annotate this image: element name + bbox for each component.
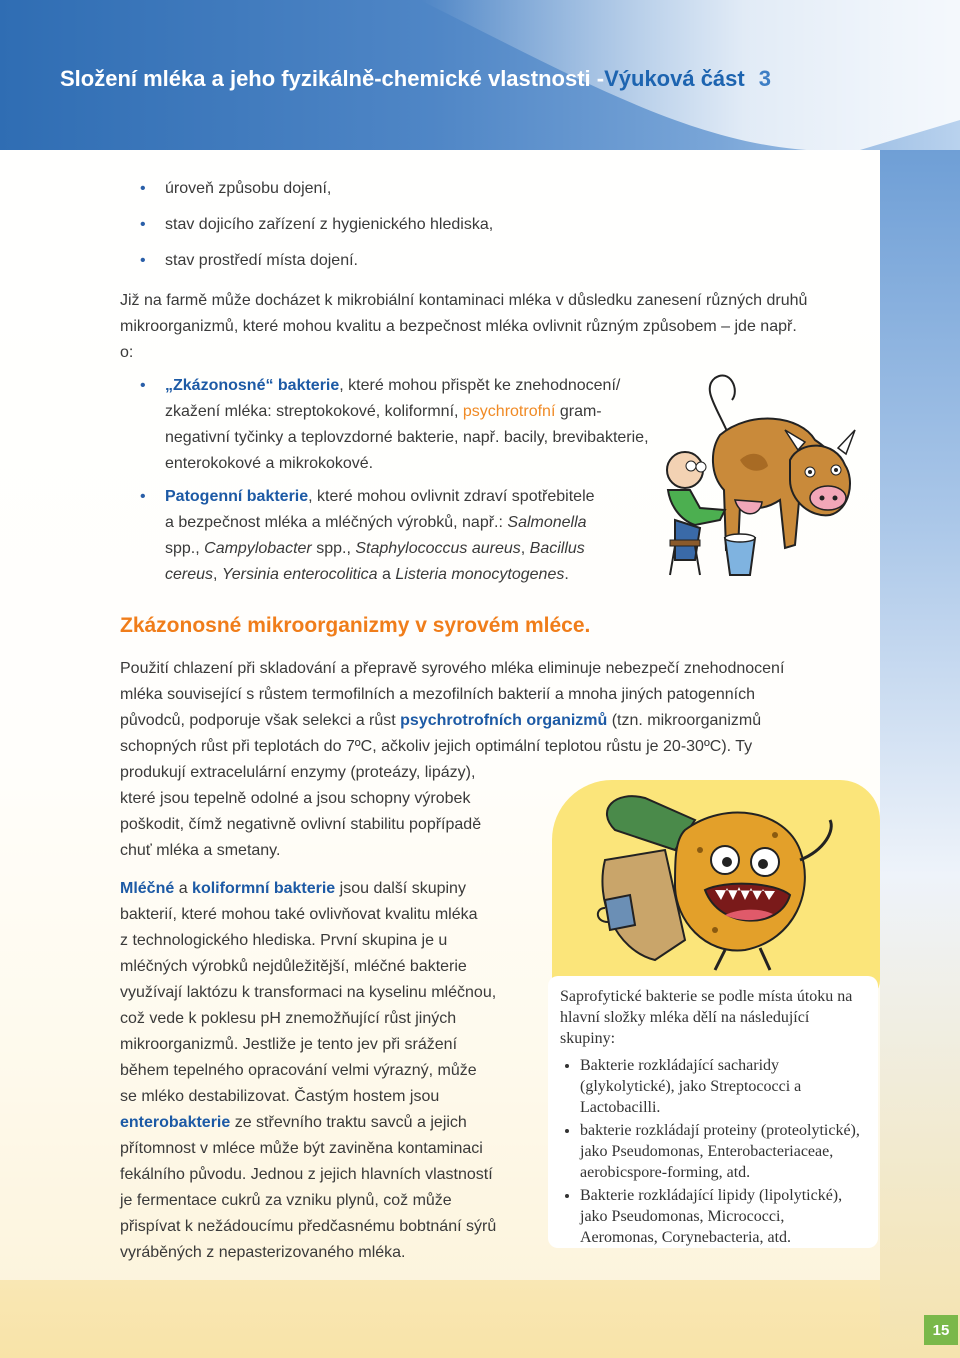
- info-box-list: [560, 1055, 864, 1248]
- text-line: což vede k poklesu pH znemožňující růst jiných: [120, 1010, 457, 1027]
- species-name: Staphylococcus aureus: [355, 540, 521, 557]
- text-span: a: [174, 880, 193, 897]
- intro-line: o:: [120, 344, 134, 361]
- species-name: Listeria monocytogenes: [395, 566, 565, 583]
- page-number-badge: 15: [924, 1315, 958, 1345]
- species-name: Bacillus: [529, 540, 585, 557]
- page-header-title: [60, 66, 940, 92]
- text-span: .: [564, 566, 569, 583]
- text-line: chuť mléka a smetany.: [120, 842, 281, 859]
- info-box-item: • Bakterie rozkládající sacharidy (glykolytické), jako Streptococci a Lactobacilli.: [580, 1055, 864, 1118]
- text-line: se mléko destabilizovat. Častým hostem jsou: [120, 1088, 440, 1105]
- text-span: spp.: [165, 540, 196, 557]
- text-span: ,: [213, 566, 222, 583]
- text-line: Použití chlazení při skladování a přepravě syrového mléka eliminuje nebezpečí znehodnocení: [120, 660, 785, 677]
- text-span: ,: [195, 540, 205, 557]
- bullet-dot: •: [140, 180, 146, 197]
- cooling-paragraph: [120, 656, 868, 760]
- text-span: původců, podporuje však selekci a růst: [120, 712, 401, 729]
- lactic-term: Mléčné: [120, 880, 175, 897]
- list-item: úroveň způsobu dojení,: [165, 180, 332, 197]
- section-heading: Zkázonosné mikroorganizmy v syrovém mléce.: [120, 614, 591, 637]
- text-line: vyráběných z nepasterizovaného mléka.: [120, 1244, 406, 1261]
- text-line: mikroorganizmů. Jestliže je tento jev při srážení: [120, 1036, 458, 1053]
- list-item: stav dojicího zařízení z hygienického hlediska,: [165, 216, 494, 233]
- text-line: fekálního původu. Jednou z jejich hlavních vlastností: [120, 1166, 493, 1183]
- species-name: Salmonella: [507, 514, 587, 531]
- text-span: , které mohou ovlivnit zdraví spotřebitele: [308, 488, 595, 505]
- cooling-paragraph-cont: [120, 760, 532, 864]
- text-line: poškodit, čímž negativně ovlivní stabilitu popřípadě: [120, 816, 482, 833]
- saprophytic-bacteria-info-box: [548, 976, 878, 1248]
- text-span: ze střevního traktu savců a jejich: [230, 1114, 467, 1131]
- chapter-number: 3: [758, 66, 771, 91]
- bullet-dot: •: [140, 252, 146, 269]
- intro-line: mikroorganizmů, které mohou kvalitu a bezpečnost mléka ovlivnit různým způsobem – jde např.: [120, 318, 797, 335]
- bacteria-character-illustration: [575, 790, 865, 975]
- text-line: přispívat k nežádoucímu předčasnému bobtnání sýrů: [120, 1218, 497, 1235]
- intro-paragraph: [120, 288, 868, 366]
- header-title-main: Složení mléka a jeho fyzikálně-chemické vlastnosti -: [60, 66, 605, 91]
- text-span: jsou další skupiny: [335, 880, 466, 897]
- text-span: a bezpečnost mléka a mléčných výrobků, např.:: [165, 514, 508, 531]
- text-span: (tzn. mikroorganizmů: [607, 712, 762, 729]
- spoilage-term: „Zkázonosné“ bakterie: [165, 377, 340, 394]
- text-line: negativní tyčinky a teplovzdorné bakterie, např. bacily, brevibakterie,: [165, 429, 649, 446]
- bullet-dot: •: [140, 488, 146, 505]
- intro-line: Již na farmě může docházet k mikrobiální kontaminaci mléka v důsledku zanesení různých druhů: [120, 292, 808, 309]
- pathogen-term: Patogenní bakterie: [165, 488, 309, 505]
- spoilage-bacteria-item: [165, 373, 705, 477]
- text-span: ,: [520, 540, 530, 557]
- text-span: spp.: [311, 540, 347, 557]
- coliform-term: koliformní bakterie: [192, 880, 336, 897]
- text-line: je fermentace cukrů za vzniku plynů, což může: [120, 1192, 452, 1209]
- text-line: které jsou tepelně odolné a jsou schopny výrobek: [120, 790, 471, 807]
- text-line: z technologického hlediska. První skupina je u: [120, 932, 448, 949]
- text-line: využívají laktózu k transformaci na kyselinu mléčnou,: [120, 984, 497, 1001]
- lactic-bacteria-paragraph: [120, 876, 532, 1266]
- species-name: Yersinia enterocolitica: [221, 566, 378, 583]
- text-line: během tepelného opracování velmi výrazný, může: [120, 1062, 477, 1079]
- text-line: produkují extracelulární enzymy (proteázy, lipázy),: [120, 764, 476, 781]
- text-span: gram-: [555, 403, 602, 420]
- list-item: stav prostředí místa dojení.: [165, 252, 358, 269]
- text-line: bakterií, které mohou také ovlivňovat kvalitu mléka: [120, 906, 478, 923]
- enterobacteria-term: enterobakterie: [120, 1114, 231, 1131]
- header-title-accent: Výuková část: [604, 66, 745, 91]
- text-span: , které mohou přispět ke znehodnocení/: [339, 377, 621, 394]
- psychrotrophic-organisms-term: psychrotrofních organizmů: [400, 712, 608, 729]
- text-span: a: [377, 566, 396, 583]
- bullet-dot: •: [140, 377, 146, 394]
- text-span: ,: [346, 540, 356, 557]
- text-line: mléka související s růstem termofilních a mezofilních bakterií a mnoha jiných patogenních: [120, 686, 755, 703]
- species-name: Campylobacter: [204, 540, 312, 557]
- text-line: mléčných výrobků nejdůležitější, mléčné bakterie: [120, 958, 467, 975]
- bullet-dot: •: [140, 216, 146, 233]
- psychrotrophic-term: psychrotrofní: [462, 403, 556, 420]
- text-line: přítomnost v mléce může být zaviněna kontaminaci: [120, 1140, 483, 1157]
- species-name: cereus: [165, 566, 214, 583]
- farmer-milking-cow-illustration: [640, 370, 870, 610]
- info-box-item: • bakterie rozkládají proteiny (proteolytické), jako Pseudomonas, Enterobacteriaceae, aerobicspore-forming, atd.: [580, 1120, 864, 1183]
- pathogen-bacteria-item: [165, 484, 655, 588]
- info-box-intro: Saprofytické bakterie se podle místa útoku na hlavní složky mléka dělí na následující skupiny:: [560, 988, 853, 1047]
- info-box-item: • Bakterie rozkládající lipidy (lipolytické), jako Pseudomonas, Micrococci, Aeromonas, Corynebacteria, atd.: [580, 1185, 864, 1248]
- text-line: schopných růst při teplotách do 7ºC, ačkoliv jejich optimální teplotou růstu je 20-30ºC). Ty: [120, 738, 753, 755]
- text-line: enterokokové a mikrokokové.: [165, 455, 374, 472]
- text-span: zkažení mléka: streptokokové, koliformní,: [165, 403, 463, 420]
